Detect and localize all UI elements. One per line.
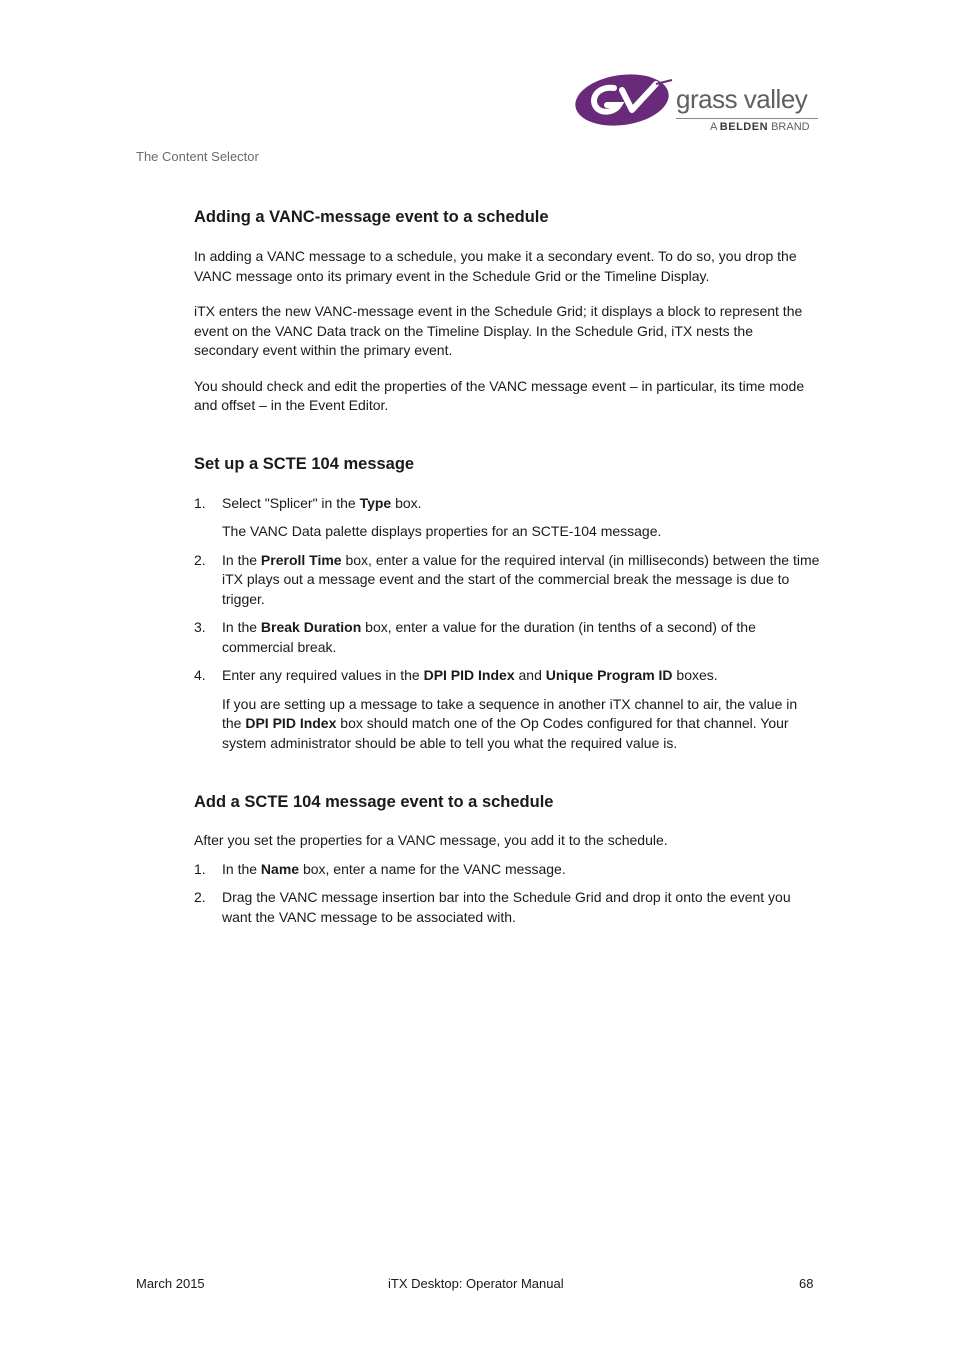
list-item (194, 888, 820, 927)
list-item (194, 618, 820, 657)
step-number: 2. (194, 889, 206, 905)
logo-wordmark: grass valley (676, 84, 808, 114)
step-text: Drag the VANC message insertion bar into the Schedule Grid and drop it onto the event you want the VANC message to be associated with. (222, 889, 791, 925)
logo-tagline: A BELDEN BRAND (710, 121, 810, 133)
list-item (194, 666, 820, 753)
list-item (194, 551, 820, 610)
paragraph: iTX enters the new VANC-message event in the Schedule Grid; it displays a block to represent the event on the VANC Data track on the Timeline Display. In the Schedule Grid, iTX nests the secondary event within the primary event. (194, 303, 803, 358)
page-content (194, 206, 820, 936)
step-text: In the Name box, enter a name for the VANC message. (222, 860, 566, 877)
paragraph: You should check and edit the properties of the VANC message event – in particular, its time mode and offset – in the Event Editor. (194, 377, 805, 413)
page-number: 68 (799, 1276, 814, 1291)
step-text: Enter any required values in the DPI PID Index and Unique Program ID boxes. (222, 667, 718, 683)
step-text: Select "Splicer" in the Type box. (222, 494, 422, 511)
step-number: 2. (194, 551, 206, 568)
list-item (194, 860, 820, 880)
step-number: 3. (194, 619, 206, 635)
logo-divider (676, 118, 818, 119)
step-text: In the Preroll Time box, enter a value for the required interval (in milliseconds) between the time iTX plays out a message event and the start of the commercial break the message is due to trigger. (222, 551, 820, 607)
step-number: 1. (194, 860, 206, 877)
footer-date: March 2015 (136, 1276, 205, 1291)
paragraph: After you set the properties for a VANC message, you add it to the schedule. (194, 832, 668, 848)
step-number: 1. (194, 494, 206, 511)
step-number: 4. (194, 667, 206, 683)
step-text: In the Break Duration box, enter a value for the duration (in tenths of a second) of the commercial break. (222, 619, 756, 655)
gv-logo-mark-icon (574, 72, 674, 128)
section-adding-vanc (194, 206, 820, 416)
grass-valley-logo (574, 72, 824, 136)
footer-title: iTX Desktop: Operator Manual (388, 1276, 564, 1291)
step-note: If you are setting up a message to take a sequence in another iTX channel to air, the value in the DPI PID Index box should match one of the Op Codes configured for that channel. Your system administrator should be able to tell you what the required value is. (222, 695, 798, 751)
paragraph: In adding a VANC message to a schedule, you make it a secondary event. To do so, you drop the VANC message onto its primary event in the Schedule Grid or the Timeline Display. (194, 248, 797, 284)
steps-list (194, 494, 820, 754)
section-heading: Adding a VANC-message event to a schedule (194, 208, 549, 226)
section-setup-scte104 (194, 453, 820, 754)
section-heading: Add a SCTE 104 message event to a schedule (194, 793, 554, 811)
steps-list (194, 860, 820, 928)
section-add-scte104-event (194, 791, 820, 927)
section-heading: Set up a SCTE 104 message (194, 454, 415, 473)
list-item (194, 494, 820, 542)
running-head: The Content Selector (136, 149, 259, 164)
step-note: The VANC Data palette displays properties for an SCTE-104 message. (222, 523, 662, 539)
